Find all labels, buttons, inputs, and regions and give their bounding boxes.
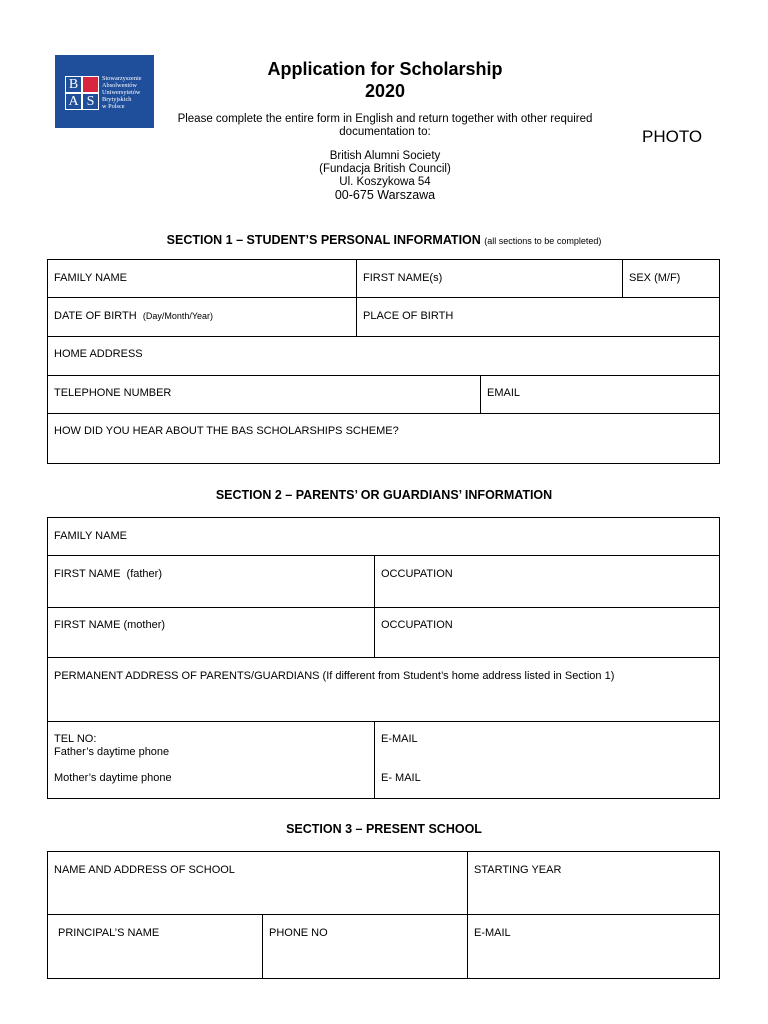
logo-caption-line: Brytyjskich (102, 96, 132, 103)
section3-heading: SECTION 3 – PRESENT SCHOOL (286, 822, 482, 836)
field-label: DATE OF BIRTH (54, 310, 137, 322)
table-divider (47, 657, 720, 658)
field-label: FIRST NAME (mother) (54, 619, 166, 631)
table-divider (47, 914, 720, 915)
form-title: Application for Scholarship (267, 59, 503, 79)
form-year: 2020 (364, 81, 406, 101)
field-label: SEX (M/F) (629, 272, 681, 284)
father-occupation-field[interactable] (374, 557, 720, 607)
student-sex-field[interactable] (622, 261, 720, 297)
field-label: E-MAIL (381, 733, 418, 745)
dob-format-hint: (Day/Month/Year) (142, 311, 214, 321)
field-label: FIRST NAME (father) (54, 568, 162, 580)
address-line: Ul. Koszykowa 54 (339, 176, 431, 188)
student-family-name-field[interactable] (47, 261, 356, 297)
school-phone-field[interactable] (262, 916, 467, 979)
field-label: EMAIL (487, 387, 521, 399)
student-telephone-field[interactable] (47, 376, 480, 413)
table-divider (47, 297, 720, 298)
photo-label: PHOTO (642, 127, 703, 146)
section1-note: (all sections to be completed) (484, 236, 602, 246)
student-dob-field[interactable] (47, 299, 356, 336)
address-line: British Alumni Society (329, 150, 441, 162)
field-label: HOME ADDRESS (54, 348, 143, 360)
bas-logo (55, 55, 154, 128)
principal-name-field[interactable] (51, 916, 262, 979)
mother-phone-label: Mother’s daytime phone (54, 772, 172, 784)
school-name-address-field[interactable] (47, 853, 467, 914)
parents-phone-field[interactable] (47, 722, 374, 799)
field-label: PRINCIPAL’S NAME (58, 927, 160, 939)
field-label: PLACE OF BIRTH (363, 310, 454, 322)
logo-caption-line: Uniwersytetów (102, 89, 141, 96)
field-label: STARTING YEAR (474, 864, 562, 876)
field-label: FIRST NAME(s) (363, 272, 443, 284)
section2-heading: SECTION 2 – PARENTS’ OR GUARDIANS’ INFORMATION (215, 488, 553, 502)
address-line: (Fundacja British Council) (319, 163, 451, 175)
table-divider (47, 555, 720, 556)
logo-caption-line: Stowarzyszenie (102, 75, 142, 82)
field-label: OCCUPATION (381, 619, 453, 631)
logo-letter-a: A (65, 93, 82, 110)
logo-monogram (65, 76, 99, 110)
section1-heading (0, 233, 768, 249)
logo-red-block (82, 76, 99, 93)
section1-title: SECTION 1 – STUDENT’S PERSONAL INFORMATION (166, 233, 481, 247)
field-label: PHONE NO (269, 927, 328, 939)
field-label: E-MAIL (474, 927, 511, 939)
logo-letter-b: B (65, 76, 82, 93)
field-label: FAMILY NAME (54, 530, 127, 542)
field-label: FAMILY NAME (54, 272, 127, 284)
mother-first-name-field[interactable] (47, 608, 374, 657)
student-first-names-field[interactable] (356, 261, 622, 297)
school-email-field[interactable] (467, 916, 720, 979)
father-phone-label: Father’s daytime phone (54, 746, 170, 758)
field-label: TELEPHONE NUMBER (54, 387, 172, 399)
mother-occupation-field[interactable] (374, 608, 720, 657)
student-home-address-field[interactable] (47, 337, 720, 375)
field-label: TEL NO: (54, 733, 97, 745)
school-starting-year-field[interactable] (467, 853, 720, 914)
logo-caption (102, 75, 152, 110)
parents-permanent-address-field[interactable] (47, 659, 720, 721)
heard-about-scheme-field[interactable] (47, 414, 720, 464)
field-label: PERMANENT ADDRESS OF PARENTS/GUARDIANS (If different from Student’s home address listed in Section 1) (54, 670, 615, 682)
father-first-name-field[interactable] (47, 557, 374, 607)
logo-letter-s: S (82, 93, 99, 110)
student-email-field[interactable] (480, 376, 720, 413)
logo-caption-line: Absolwentów (102, 82, 137, 89)
field-label: NAME AND ADDRESS OF SCHOOL (54, 864, 235, 876)
field-label: HOW DID YOU HEAR ABOUT THE BAS SCHOLARSHIPS SCHEME? (54, 425, 399, 437)
parents-email-field[interactable] (374, 722, 720, 799)
field-label: E- MAIL (381, 772, 421, 784)
parents-family-name-field[interactable] (47, 519, 720, 555)
logo-caption-line: w Polsce (102, 103, 125, 110)
student-place-of-birth-field[interactable] (356, 299, 720, 336)
form-intro: Please complete the entire form in English and return together with other required documentation to: (177, 113, 593, 138)
address-line: 00-675 Warszawa (334, 188, 436, 202)
field-label: OCCUPATION (381, 568, 453, 580)
